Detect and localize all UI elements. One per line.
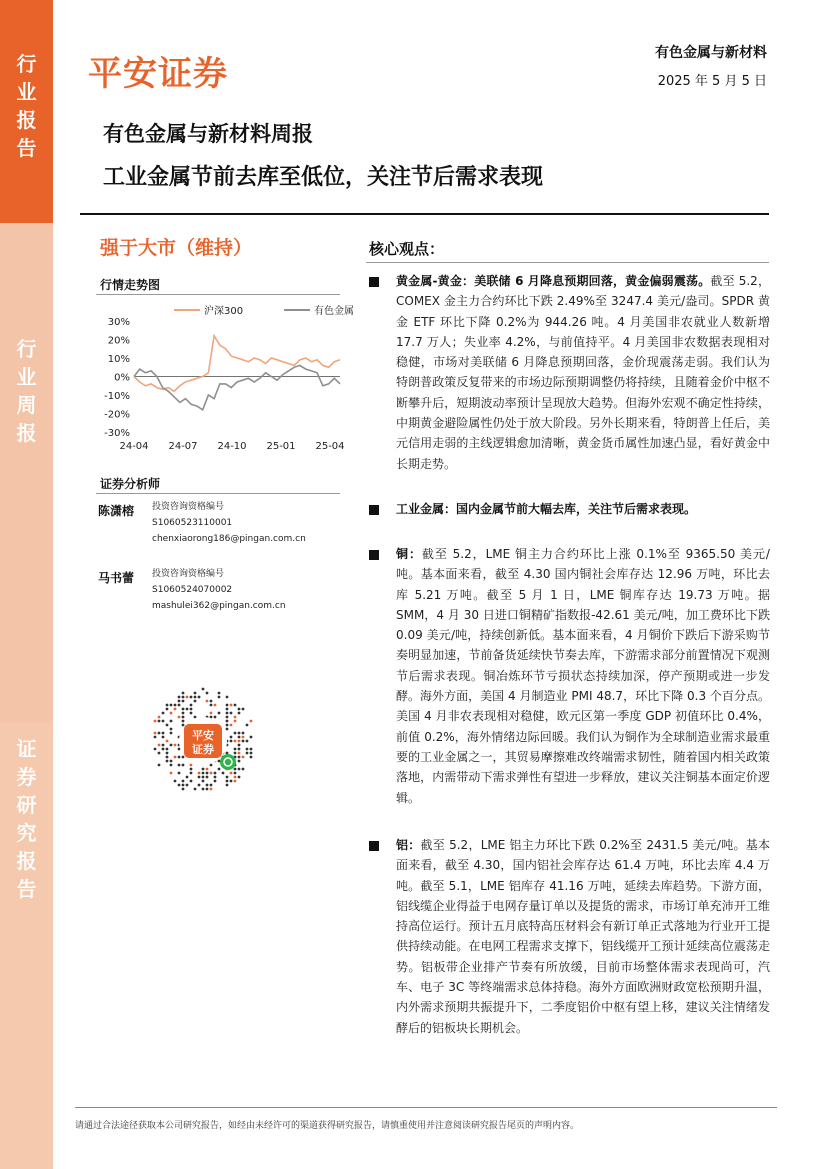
report-title: 工业金属节前去库至低位，关注节后需求表现 <box>103 165 544 190</box>
analyst-cert: S1060524070002 <box>152 585 233 595</box>
x-tick-label: 25-01 <box>266 441 296 452</box>
analyst-cert-label: 投资咨询资格编号 <box>152 502 225 512</box>
point-body: 截至 5.2，LME 铜主力合约环比上涨 0.1%至 9365.50 美元/吨。基本面来看，截至 4.30 国内铜社会库存达 12.96 万吨，环比去库 5.21 万吨。截至 5 月 1 日，LME 铜库存达 19.73 万吨。据 SMM，4 月 30 日进口铜精矿指数报-42.61 美元/吨，加工费环比下跌 0.09 美元/吨，持续创新低。基本面来看，4 月铜价下跌后下游采购节奏明显加速，节前备货延续快节奏去库，下游需求部分前置情况下观测节后需求表现。铜冶炼环节亏损状态持续加深，停产预期或进一步发酵。海外方面，美国 4 月制造业 PMI 48.7，环比下降 0.3 个百分点。美国 4 月非农表现相对稳健，欧元区第一季度 GDP 初值环比 0.4%，前值 0.2%，海外情绪边际回暖。我们认为铜作为全球制造业需求最重要的工业金属之一，其贸易摩擦难改终端需求韧性，随着国内相关政策落地，内需带动下需求弹性有望进一步释放，建议关注铜基本面定价逻辑。 <box>396 547 770 805</box>
footer-divider <box>75 1107 777 1108</box>
sidebar-tag-weekly: 行 业 周 报 <box>16 337 37 445</box>
market-trend-chart <box>96 297 354 457</box>
bullet-icon <box>369 505 379 515</box>
point-head: 工业金属：国内金属节前大幅去库，关注节后需求表现。 <box>396 502 697 516</box>
y-tick-label: -20% <box>104 409 130 421</box>
legend-label: 有色金属 <box>314 306 354 317</box>
point-copper <box>396 544 770 808</box>
y-tick-label: -10% <box>104 391 130 402</box>
analyst-name: 马书蕾 <box>98 571 135 585</box>
header-industry: 有色金属与新材料 <box>655 45 767 61</box>
qr-logo-text: 证券 <box>192 743 214 756</box>
y-tick-label: 0% <box>114 372 130 384</box>
x-tick-label: 25-04 <box>315 441 345 452</box>
point-aluminum <box>396 835 770 1038</box>
sidebar-tag-securities-research: 证 券 研 究 报 告 <box>16 737 37 901</box>
analyst-cert-label: 投资咨询资格编号 <box>152 569 225 579</box>
core-views-title: 核心观点： <box>369 240 445 258</box>
bullet-icon <box>369 550 379 560</box>
analyst-email[interactable]: chenxiaorong186@pingan.com.cn <box>152 534 306 544</box>
chart-label-divider <box>96 294 340 295</box>
y-tick-label: 30% <box>107 317 130 328</box>
title-divider <box>80 213 769 215</box>
analyst-email[interactable]: mashulei362@pingan.com.cn <box>152 601 286 611</box>
point-head: 铝： <box>396 838 421 852</box>
x-tick-label: 24-07 <box>168 441 198 452</box>
qr-code[interactable] <box>148 686 258 796</box>
x-tick-label: 24-04 <box>119 441 149 452</box>
report-series-title: 有色金属与新材料周报 <box>103 122 313 146</box>
y-tick-label: 20% <box>107 335 130 347</box>
core-views-divider <box>366 262 769 263</box>
point-head: 铜： <box>396 547 422 561</box>
analyst-section-label: 证券分析师 <box>100 477 161 491</box>
y-tick-label: -30% <box>104 428 130 439</box>
point-industrial-metals <box>396 499 770 519</box>
series-line <box>134 365 340 409</box>
legend-label: 沪深300 <box>204 306 244 317</box>
sidebar-tag-industry-report: 行 业 报 告 <box>16 52 37 160</box>
analyst-divider <box>96 493 340 494</box>
point-gold <box>396 271 770 474</box>
point-head: 黄金属-黄金：美联储 6 月降息预期回落，黄金偏弱震荡。 <box>396 274 711 288</box>
point-body: 截至 5.2，COMEX 金主力合约环比下跌 2.49%至 3247.4 美元/盎司。SPDR 黄金 ETF 环比下降 0.2%为 944.26 吨。4 月美国非农就业人数新增 17.7 万人；失业率 4.2%，与前值持平。4 月美国非农数据表现相对稳健，市场对美联储 6 月降息预期回落，金价现震荡走弱。我们认为特朗普政策反复带来的市场边际预期调整仍将持续，且随着金价中枢不断攀升后，短期波动率预计呈现放大趋势。但海外宏观不确定性持续，中期黄金避险属性仍处于放大阶段。另外长期来看，特朗普上任后，美元信用走弱的主线逻辑愈加清晰，黄金货币属性加速凸显，看好黄金中长期走势。 <box>396 274 770 471</box>
footer-disclaimer: 请通过合法途径获取本公司研究报告，如经由未经许可的渠道获得研究报告，请慎重使用并注意阅读研究报告尾页的声明内容。 <box>75 1121 580 1131</box>
sidebar-middle <box>0 223 53 723</box>
rating: 强于大市（维持） <box>100 237 253 259</box>
x-tick-label: 24-10 <box>217 441 247 452</box>
header-date: 2025 年 5 月 5 日 <box>657 74 767 89</box>
pingan-logo: 平安证券 <box>88 54 228 94</box>
bullet-icon <box>369 841 379 851</box>
analyst-cert: S1060523110001 <box>152 518 233 528</box>
y-tick-label: 10% <box>107 354 130 365</box>
bullet-icon <box>369 277 379 287</box>
point-body: 截至 5.2，LME 铝主力环比下跌 0.2%至 2431.5 美元/吨。基本面来看，截至 4.30，国内铝社会库存达 61.4 万吨，环比去库 4.4 万吨。截至 5.1，LME 铝库存 41.16 万吨，延续去库趋势。下游方面，铝线缆企业得益于电网存量订单以及提货的需求，市场订单充沛开工维持高位运行。预计五月底特高压材料会有新订单正式落地为行业开工提供持续动能。在电网工程需求支撑下，铝线缆开工预计延续高位震荡走势。铝板带企业排产节奏有所放缓，目前市场整体需求表现尚可，汽车、电子 3C 等终端需求总体持稳。海外方面欧洲财政宽松预期升温，内外需求预期共振提升下，二季度铝价中枢有望上移，建议关注情绪发酵后的铝板块长期机会。 <box>396 838 770 1035</box>
analyst-name: 陈潇榕 <box>98 504 135 518</box>
chart-label: 行情走势图 <box>100 278 161 292</box>
qr-logo-text: 平安 <box>192 729 214 742</box>
